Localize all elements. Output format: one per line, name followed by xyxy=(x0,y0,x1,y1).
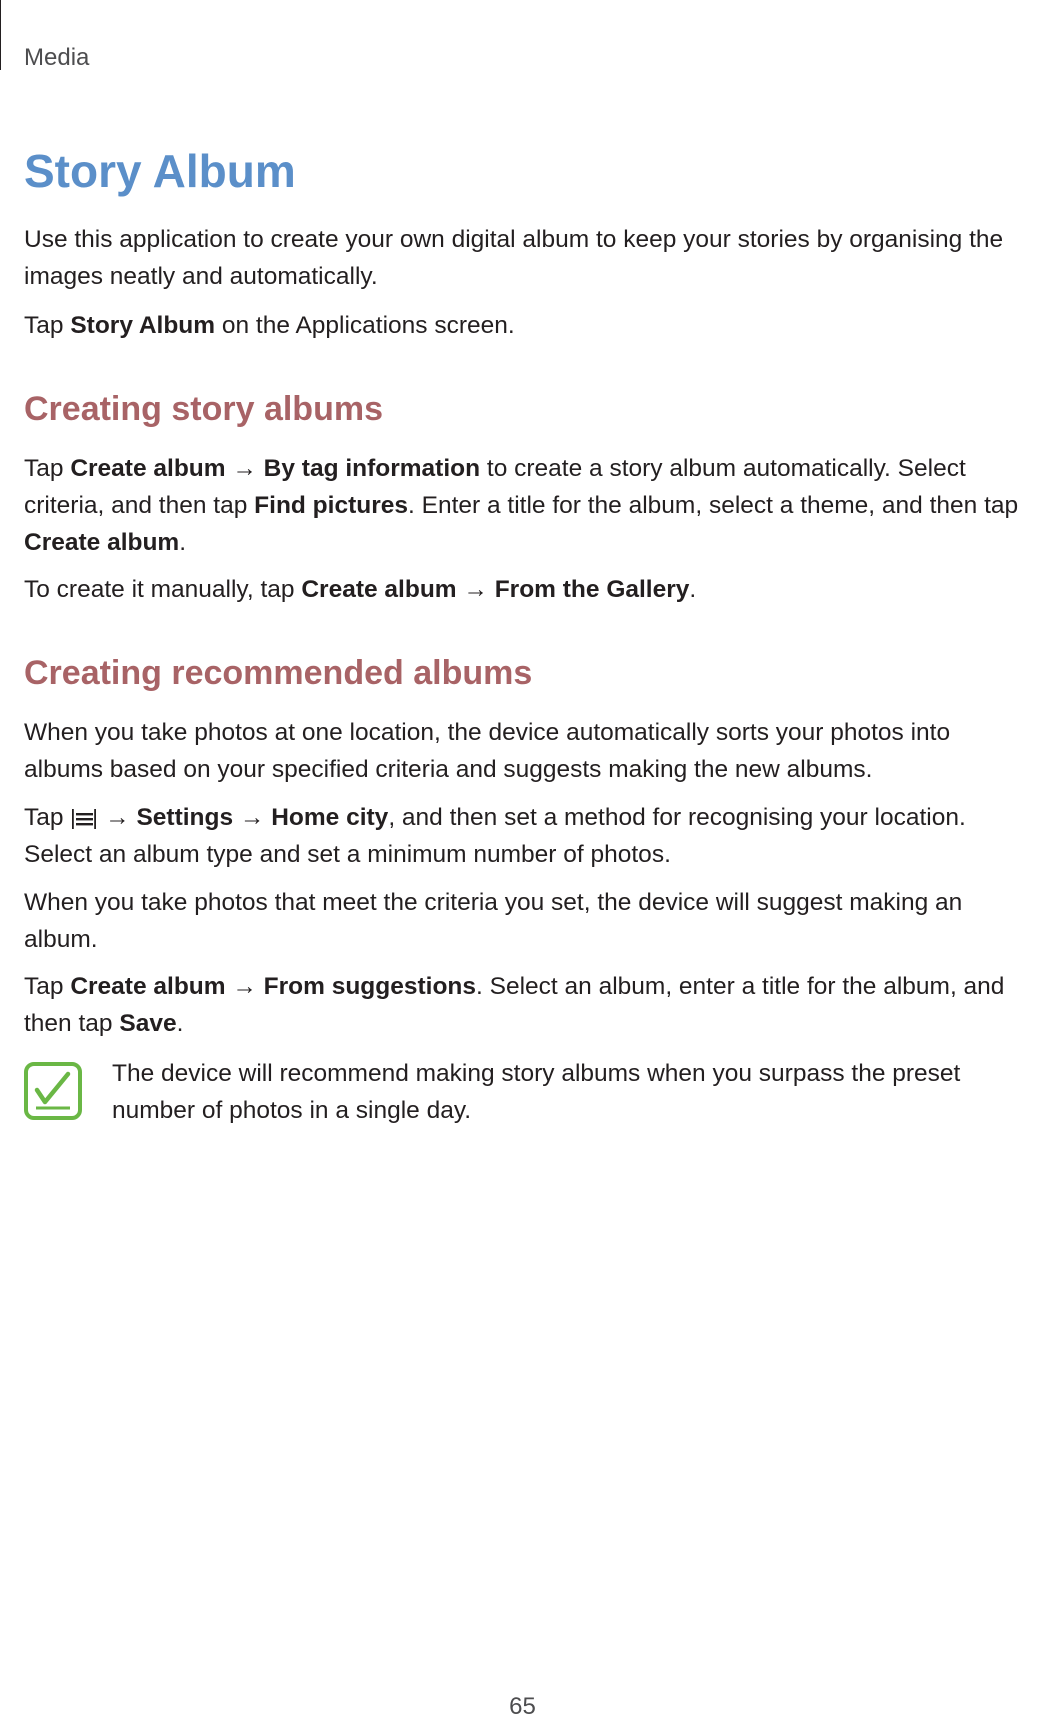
recommended-intro: When you take photos at one location, the device automatically sorts your photos into albums based on your specified criteria and suggests making the new albums. xyxy=(24,719,951,783)
intro-paragraph: Use this application to create your own digital album to keep your stories by organising the images neatly and automatically. xyxy=(24,226,1004,290)
page-number: 65 xyxy=(509,1693,536,1720)
running-header: Media xyxy=(24,44,90,71)
from-suggestions-instruction: Tap Create album → From suggestions. Select an album, enter a title for the album, and then tap Save. xyxy=(24,973,1005,1037)
note-text: The device will recommend making story albums when you surpass the preset number of photos in a single day. xyxy=(112,1060,961,1124)
home-city-instruction: Tap → Settings → Home city, and then set a method for recognising your location. Select an album type and set a minimum number of photos. xyxy=(24,804,966,868)
suggestion-paragraph: When you take photos that meet the criteria you set, the device will suggest making an album. xyxy=(24,889,963,953)
section-heading-creating-story-albums: Creating story albums xyxy=(24,390,383,428)
page-title: Story Album xyxy=(24,145,296,197)
story-albums-instructions: Tap Create album → By tag information to create a story album automatically. Select criteria, and then tap Find pictures. Enter a title for the album, select a theme, and then tap Create album. xyxy=(24,455,1019,556)
intro-instruction: Tap Story Album on the Applications screen. xyxy=(24,312,515,339)
story-album-term: Story Album xyxy=(70,312,216,339)
section-heading-recommended-albums: Creating recommended albums xyxy=(24,654,533,692)
menu-icon xyxy=(72,809,96,829)
manual-create-instruction: To create it manually, tap Create album → From the Gallery. xyxy=(24,576,697,603)
note-check-icon xyxy=(24,1062,82,1120)
corner-rule xyxy=(0,0,1,70)
